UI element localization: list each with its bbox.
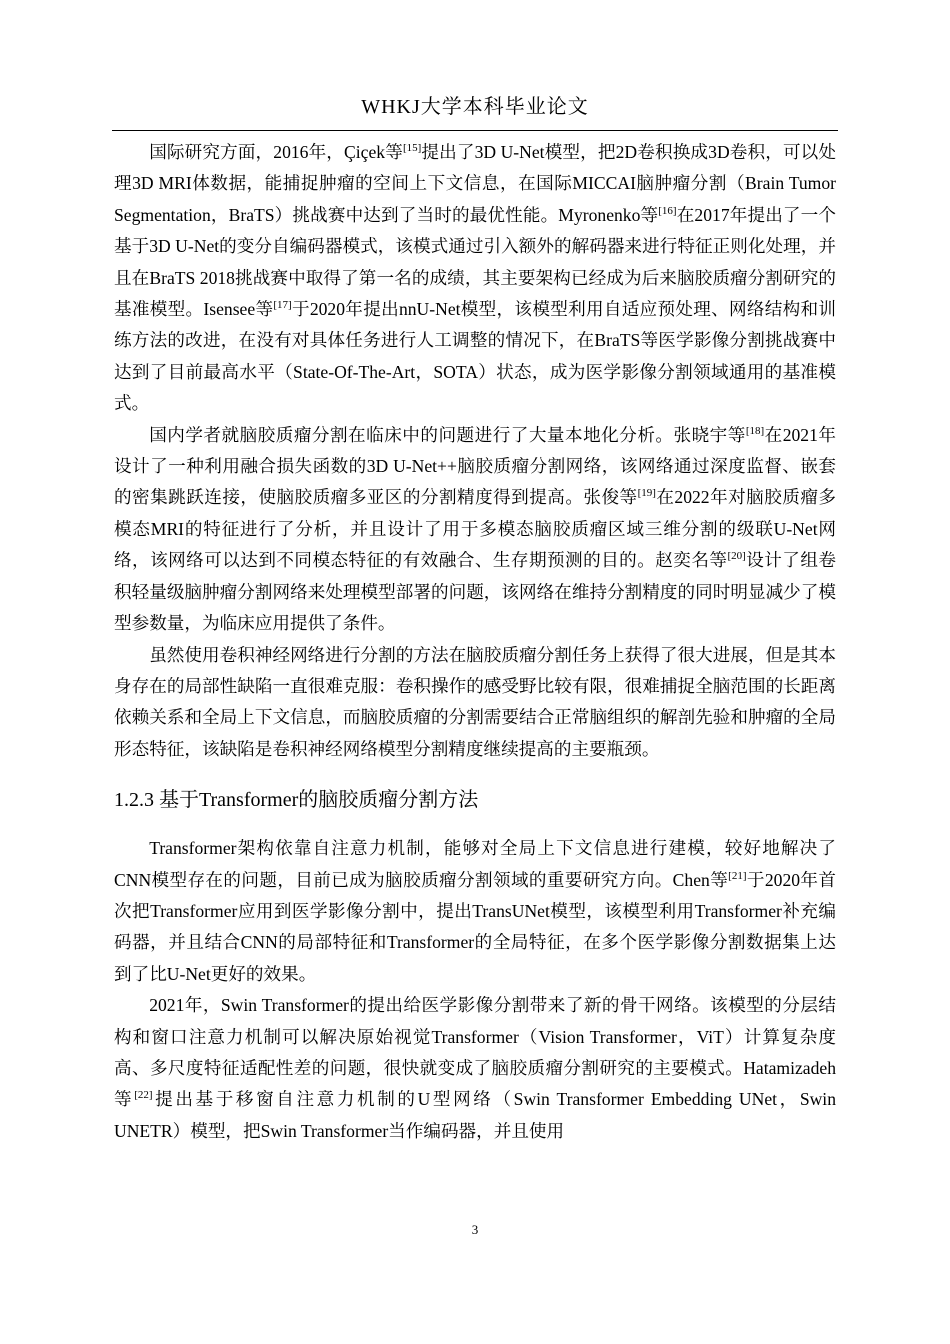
text-run: 在2017年提出了一个基于3D U-Net的变分自编码器模式，该模式通过引入额外的解码器来进行特征正则化处理，并且在BraTS 2018挑战赛中取得了第一名的成绩，其主要架构已经成为后来脑胶质瘤分割研究的基准模型。Isensee等 [114,204,836,320]
body-text [114,137,836,1147]
text-run: Transformer架构依靠自注意力机制，能够对全局上下文信息进行建模，较好地解决了CNN模型存在的问题，目前已成为脑胶质瘤分割领域的重要研究方向。Chen等 [114,838,836,890]
paragraph [114,990,836,1147]
text-run: 2021年，Swin Transformer的提出给医学影像分割带来了新的骨干网络。该模型的分层结构和窗口注意力机制可以解决原始视觉Transformer（Vision Transformer，ViT）计算复杂度高、多尺度特征适配性差的问题，很快就变成了脑胶质瘤分割研究的主要模式。Hatamizadeh等 [114,995,836,1110]
citation-marker: [19] [637,487,656,500]
text-run: 虽然使用卷积神经网络进行分割的方法在脑胶质瘤分割任务上获得了很大进展，但是其本身存在的局部性缺陷一直很难克服：卷积操作的感受野比较有限，很难捕捉全脑范围的长距离依赖关系和全局上下文信息，而脑胶质瘤的分割需要结合正常脑组织的解剖先验和肿瘤的全局形态特征，该缺陷是卷积神经网络模型分割精度继续提高的主要瓶颈。 [114,644,836,759]
citation-marker: [20] [727,550,746,563]
paragraphs-after [114,833,836,1147]
text-run: 国际研究方面，2016年，Çiçek等 [149,142,403,162]
paragraph [114,640,836,766]
citation-marker: [18] [745,424,765,437]
paragraph [114,833,836,990]
text-run: 设计了组卷积轻量级脑肿瘤分割网络来处理模型部署的问题，该网络在维持分割精度的同时明显减少了模型参数量，为临床应用提供了条件。 [114,550,836,634]
text-run: 提出基于移窗自注意力机制的U型网络（Swin Transformer Embedding UNet，Swin UNETR）模型，把Swin Transformer当作编码器，并且使用 [114,1089,836,1141]
citation-marker: [15] [402,142,422,155]
text-run: 于2020年首次把Transformer应用到医学影像分割中，提出TransUNet模型，该模型利用Transformer补充编码器，并且结合CNN的局部特征和Transformer的全局特征，在多个医学影像分割数据集上达到了比U-Net更好的效果。 [114,869,836,984]
citation-marker: [21] [728,869,747,882]
header-code: WHKJ [361,96,421,118]
text-run: 国内学者就脑胶质瘤分割在临床中的问题进行了大量本地化分析。张晓宇等 [149,424,746,445]
running-header [112,90,838,119]
text-run: 于2020年提出nnU-Net模型，该模型利用自适应预处理、网络结构和训练方法的改进，在没有对具体任务进行人工调整的情况下，在BraTS等医学影像分割挑战赛中达到了目前最高水平（State-Of-The-Art，SOTA）状态，成为医学影像分割领域通用的基准模式。 [114,299,836,414]
paragraph [114,420,836,640]
header-rule [112,130,838,131]
header-title: 大学本科毕业论文 [420,96,589,118]
citation-marker: [17] [273,299,292,312]
text-run: 在2022年对脑胶质瘤多模态MRI的特征进行了分析，并且设计了用于多模态脑胶质瘤区域三维分割的级联U-Net网络，该网络可以达到不同模态特征的有效融合、生存期预测的目的。赵奕名等 [114,487,836,571]
page-number: 3 [471,1222,479,1237]
section-heading: 1.2.3 基于Transformer的脑胶质瘤分割方法 [114,789,479,812]
citation-marker: [16] [658,204,677,217]
text-run: 提出了3D U-Net模型，把2D卷积换成3D卷积，可以处理3D MRI体数据，能捕捉肿瘤的空间上下文信息，在国际MICCAI脑肿瘤分割（Brain Tumor Segmentation，BraTS）挑战赛中达到了当时的最优性能。Myronenko等 [114,142,836,225]
text-run: 在2021年设计了一种利用融合损失函数的3D U-Net++脑胶质瘤分割网络，该网络通过深度监督、嵌套的密集跳跃连接，使脑胶质瘤多亚区的分割精度得到提高。张俊等 [114,424,836,508]
citation-marker: [22] [134,1089,153,1102]
paragraph [114,137,836,420]
paragraphs-before [114,137,836,765]
